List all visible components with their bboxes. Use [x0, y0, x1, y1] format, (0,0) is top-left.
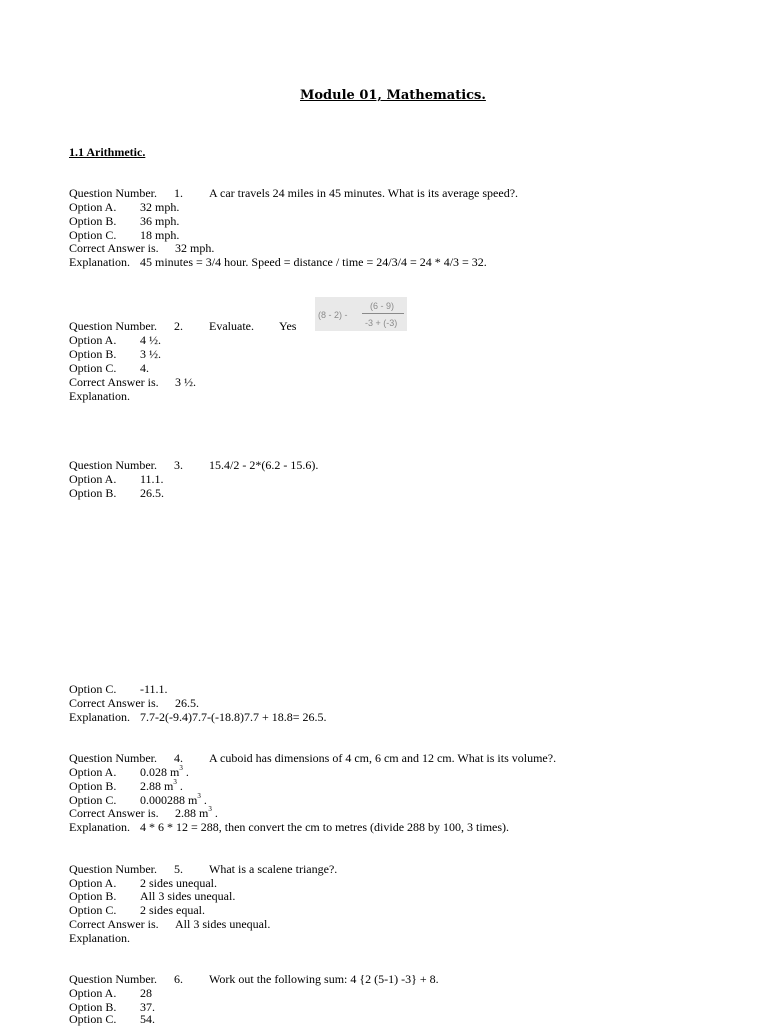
correct-answer-value: 26.5.	[175, 696, 199, 710]
option-b-value: 2.88 $m^3$ .	[140, 778, 183, 793]
option-c-value: 18 mph.	[140, 228, 180, 242]
correct-answer-label: Correct Answer is.	[69, 806, 159, 820]
correct-answer-value: All 3 sides unequal.	[175, 917, 271, 931]
option-b-value: 26.5.	[140, 486, 164, 500]
question-number: 1.	[174, 186, 183, 200]
option-a-text: 0.028 m	[140, 765, 180, 779]
option-c-label: Option C.	[69, 682, 117, 696]
explanation-label: Explanation.	[69, 820, 130, 834]
correct-answer-value: 3 ½.	[175, 375, 196, 389]
correct-answer-label: Correct Answer is.	[69, 375, 159, 389]
question-text: Work out the following sum: 4 {2 (5-1) -3} + 8.	[209, 972, 439, 986]
option-a-value: 11.1.	[140, 472, 164, 486]
option-a-label: Option A.	[69, 333, 117, 347]
question-number-label: Question Number.	[69, 186, 157, 200]
option-b-value: 37.	[140, 1000, 155, 1014]
question-number-label: Question Number.	[69, 862, 157, 876]
explanation-label: Explanation.	[69, 931, 130, 945]
fraction-bar	[362, 313, 404, 314]
explanation-label: Explanation.	[69, 389, 130, 403]
option-a-label: Option A.	[69, 472, 117, 486]
option-c-value: 0.000288 $m^3$ .	[140, 792, 207, 807]
question-number: 5.	[174, 862, 183, 876]
question-extra-text: Yes	[279, 319, 297, 333]
correct-answer-label: Correct Answer is.	[69, 241, 159, 255]
option-b-label: Option B.	[69, 347, 117, 361]
question-number-label: Question Number.	[69, 972, 157, 986]
unit-superscript: 3	[179, 764, 183, 772]
unit-superscript: 3	[197, 792, 201, 800]
explanation-label: Explanation.	[69, 710, 130, 724]
option-b-text: 2.88 m	[140, 779, 174, 793]
question-text: A cuboid has dimensions of 4 cm, 6 cm and 12 cm. What is its volume?.	[209, 751, 557, 765]
option-c-label: Option C.	[69, 228, 117, 242]
option-a-label: Option A.	[69, 200, 117, 214]
option-a-value: 32 mph.	[140, 200, 180, 214]
option-c-label: Option C.	[69, 793, 117, 807]
option-c-value: 4.	[140, 361, 149, 375]
question-text: Evaluate.	[209, 319, 254, 333]
question-number: 4.	[174, 751, 183, 765]
option-c-value: 54.	[140, 1012, 155, 1026]
question-number-label: Question Number.	[69, 751, 157, 765]
question-number: 6.	[174, 972, 183, 986]
expression-numerator: (6 - 9)	[370, 301, 395, 311]
question-text: 15.4/2 - 2*(6.2 - 15.6).	[209, 458, 319, 472]
option-a-value: 4 ½.	[140, 333, 161, 347]
question-number: 3.	[174, 458, 183, 472]
expression-image	[315, 297, 407, 331]
option-c-value: 2 sides equal.	[140, 903, 205, 917]
correct-answer-label: Correct Answer is.	[69, 696, 159, 710]
option-a-value: 0.028 $m^3$ .	[140, 764, 189, 779]
option-c-label: Option C.	[69, 1012, 117, 1026]
question-text: A car travels 24 miles in 45 minutes. What is its average speed?.	[209, 186, 519, 200]
unit-superscript: 3	[173, 778, 177, 786]
option-b-value: 3 ½.	[140, 347, 161, 361]
question-text: What is a scalene triange?.	[209, 862, 338, 876]
option-a-label: Option A.	[69, 986, 117, 1000]
option-c-value: -11.1.	[140, 682, 168, 696]
explanation-text: 7.7-2(-9.4)7.7-(-18.8)7.7 + 18.8= 26.5.	[140, 710, 327, 724]
option-b-label: Option B.	[69, 1000, 117, 1014]
correct-answer-value: 2.88 $m^3$ .	[175, 805, 218, 820]
question-number-label: Question Number.	[69, 319, 157, 333]
option-b-value: 36 mph.	[140, 214, 180, 228]
option-c-label: Option C.	[69, 361, 117, 375]
question-number: 2.	[174, 319, 183, 333]
document-title: Module 01, Mathematics.	[300, 88, 486, 103]
option-a-label: Option A.	[69, 876, 117, 890]
option-a-label: Option A.	[69, 765, 117, 779]
unit-superscript: 3	[208, 805, 212, 813]
option-b-label: Option B.	[69, 214, 117, 228]
correct-answer-label: Correct Answer is.	[69, 917, 159, 931]
explanation-text: 4 * 6 * 12 = 288, then convert the cm to metres (divide 288 by 100, 3 times).	[140, 820, 510, 834]
option-c-text: 0.000288 m	[140, 793, 198, 807]
correct-answer-value: 32 mph.	[175, 241, 215, 255]
question-number-label: Question Number.	[69, 458, 157, 472]
option-c-label: Option C.	[69, 903, 117, 917]
option-b-label: Option B.	[69, 779, 117, 793]
option-b-value: All 3 sides unequal.	[140, 889, 236, 903]
correct-answer-text: 2.88 m	[175, 806, 209, 820]
option-a-value: 28	[140, 986, 152, 1000]
section-heading: 1.1 Arithmetic.	[69, 145, 146, 159]
option-a-value: 2 sides unequal.	[140, 876, 217, 890]
explanation-label: Explanation.	[69, 255, 130, 269]
option-b-label: Option B.	[69, 486, 117, 500]
expression-denominator: -3 + (-3)	[365, 318, 398, 328]
expression-left: (8 - 2) -	[318, 310, 348, 320]
explanation-text: 45 minutes = 3/4 hour. Speed = distance / time = 24/3/4 = 24 * 4/3 = 32.	[140, 255, 487, 269]
option-b-label: Option B.	[69, 889, 117, 903]
